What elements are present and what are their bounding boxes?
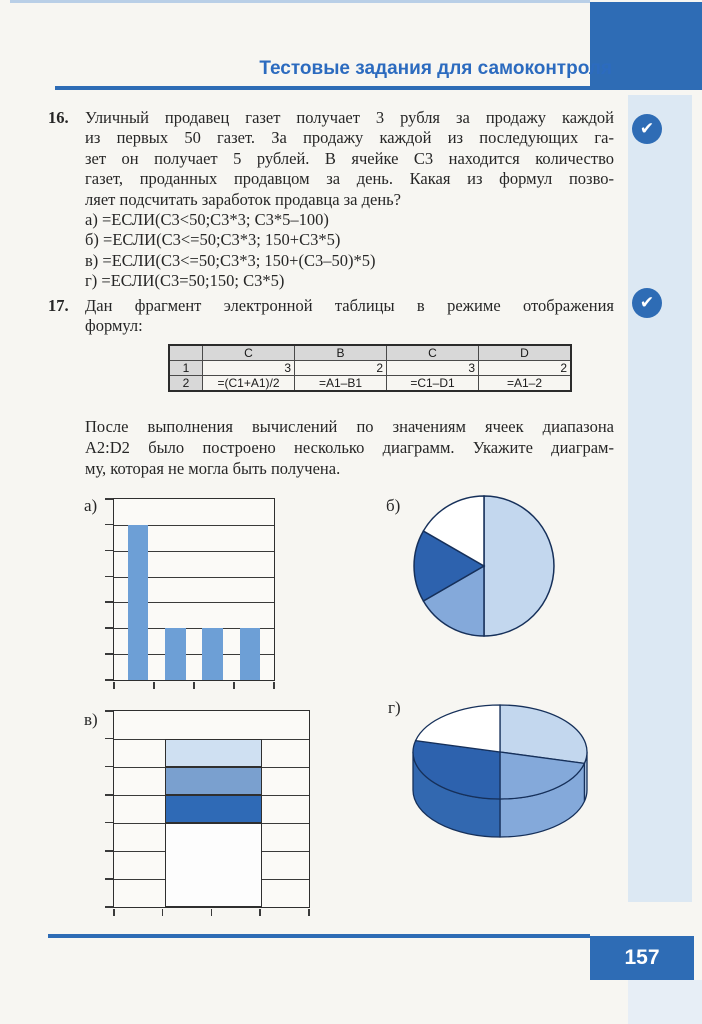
checkmark-icon: ✔ xyxy=(632,288,662,318)
side-strip-lower xyxy=(628,980,702,1024)
cell: =(C1+A1)/2 xyxy=(203,376,295,392)
y-axis-tick xyxy=(105,766,113,768)
y-axis-tick xyxy=(105,878,113,880)
x-axis-tick xyxy=(233,682,235,689)
y-axis-tick xyxy=(105,822,113,824)
checkmark-icon: ✔ xyxy=(632,114,662,144)
chart-g-label: г) xyxy=(388,698,401,717)
page-title: Тестовые задания для самоконтроля xyxy=(259,58,612,79)
y-axis-tick xyxy=(105,601,113,603)
x-axis-tick xyxy=(153,682,155,689)
corner-cell xyxy=(169,345,203,361)
chart-a-label: а) xyxy=(84,496,98,515)
question-text xyxy=(85,108,614,292)
stacked-bar-chart xyxy=(113,710,310,908)
column-header: B xyxy=(295,345,387,361)
pie-3d-chart xyxy=(405,695,600,845)
bottom-rule xyxy=(48,934,590,938)
cell: =A1–2 xyxy=(479,376,572,392)
column-header: D xyxy=(479,345,572,361)
y-axis-tick xyxy=(105,524,113,526)
top-border-line xyxy=(10,0,590,3)
text-line: му, которая не могла быть получена. xyxy=(85,458,341,478)
stack-segment xyxy=(165,767,262,795)
text-line: Дан фрагмент электронной таблицы в режиме отображения xyxy=(85,296,614,315)
bar xyxy=(202,628,223,680)
cell: 3 xyxy=(387,361,479,376)
side-strip xyxy=(628,95,692,902)
x-axis-tick xyxy=(113,682,115,689)
cell: =A1–B1 xyxy=(295,376,387,392)
x-axis-tick xyxy=(211,909,213,916)
text-line: Уличный продавец газет получает 3 рубля за продажу каждой xyxy=(85,108,614,127)
bar xyxy=(240,628,261,680)
question-text xyxy=(85,296,614,337)
text-line: ляет подсчитать заработок продавца за день? xyxy=(85,189,402,209)
y-axis-tick xyxy=(105,906,113,908)
y-axis-tick xyxy=(105,794,113,796)
y-axis-tick xyxy=(105,498,113,500)
stack-segment xyxy=(165,823,262,907)
question-17 xyxy=(48,296,614,337)
cell: 2 xyxy=(295,361,387,376)
y-axis-tick xyxy=(105,576,113,578)
table-row xyxy=(169,361,571,376)
bar xyxy=(128,525,149,680)
text-line: из первых 50 газет. За продажу каждой из последующих га- xyxy=(85,128,614,148)
pie-slice xyxy=(484,496,554,636)
pie-chart xyxy=(399,486,569,646)
text-line: После выполнения вычислений по значениям ячеек диапазона xyxy=(85,417,614,436)
y-axis-tick xyxy=(105,738,113,740)
text-line: газет, проданных продавцом за день. Какая из формул позво- xyxy=(85,169,614,189)
text-line: формул: xyxy=(85,316,143,336)
x-axis-tick xyxy=(113,909,115,916)
question-number: 16. xyxy=(48,108,69,127)
y-axis-tick xyxy=(105,710,113,712)
y-axis-tick xyxy=(105,653,113,655)
x-axis-tick xyxy=(259,909,261,916)
chart-v-label: в) xyxy=(84,710,98,729)
column-header: C xyxy=(203,345,295,361)
answer-option-g: г) =ЕСЛИ(C3=50;150; C3*5) xyxy=(85,271,285,291)
cell: =C1–D1 xyxy=(387,376,479,392)
y-axis-tick xyxy=(105,679,113,681)
y-axis-tick xyxy=(105,850,113,852)
table-row xyxy=(169,376,571,392)
chart-b-label: б) xyxy=(386,496,401,515)
x-axis-tick xyxy=(162,909,164,916)
x-axis-tick xyxy=(273,682,275,689)
answer-option-v: в) =ЕСЛИ(C3<=50;C3*3; 150+(C3–50)*5) xyxy=(85,250,376,270)
question-16 xyxy=(48,108,614,292)
question-number: 17. xyxy=(48,296,69,315)
spreadsheet-table xyxy=(168,344,572,392)
bar-chart xyxy=(113,498,275,681)
task-paragraph xyxy=(85,417,614,479)
header-rule xyxy=(55,86,612,90)
answer-option-a: а) =ЕСЛИ(C3<50;C3*3; C3*5–100) xyxy=(85,210,329,230)
cell: 3 xyxy=(203,361,295,376)
answer-option-b: б) =ЕСЛИ(C3<=50;C3*3; 150+C3*5) xyxy=(85,230,341,250)
cell: 2 xyxy=(479,361,572,376)
column-header: C xyxy=(387,345,479,361)
text-line: A2:D2 было построено несколько диаграмм. Укажите диаграм- xyxy=(85,437,614,457)
row-header: 2 xyxy=(169,376,203,392)
y-axis-tick xyxy=(105,550,113,552)
table-header-row xyxy=(169,345,571,361)
x-axis-tick xyxy=(308,909,310,916)
stack-segment xyxy=(165,739,262,767)
x-axis-tick xyxy=(193,682,195,689)
bar xyxy=(165,628,186,680)
page-number: 157 xyxy=(590,936,694,980)
y-axis-tick xyxy=(105,627,113,629)
row-header: 1 xyxy=(169,361,203,376)
text-line: зет он получает 5 рублей. В ячейке C3 находится количество xyxy=(85,148,614,168)
stack-segment xyxy=(165,795,262,823)
